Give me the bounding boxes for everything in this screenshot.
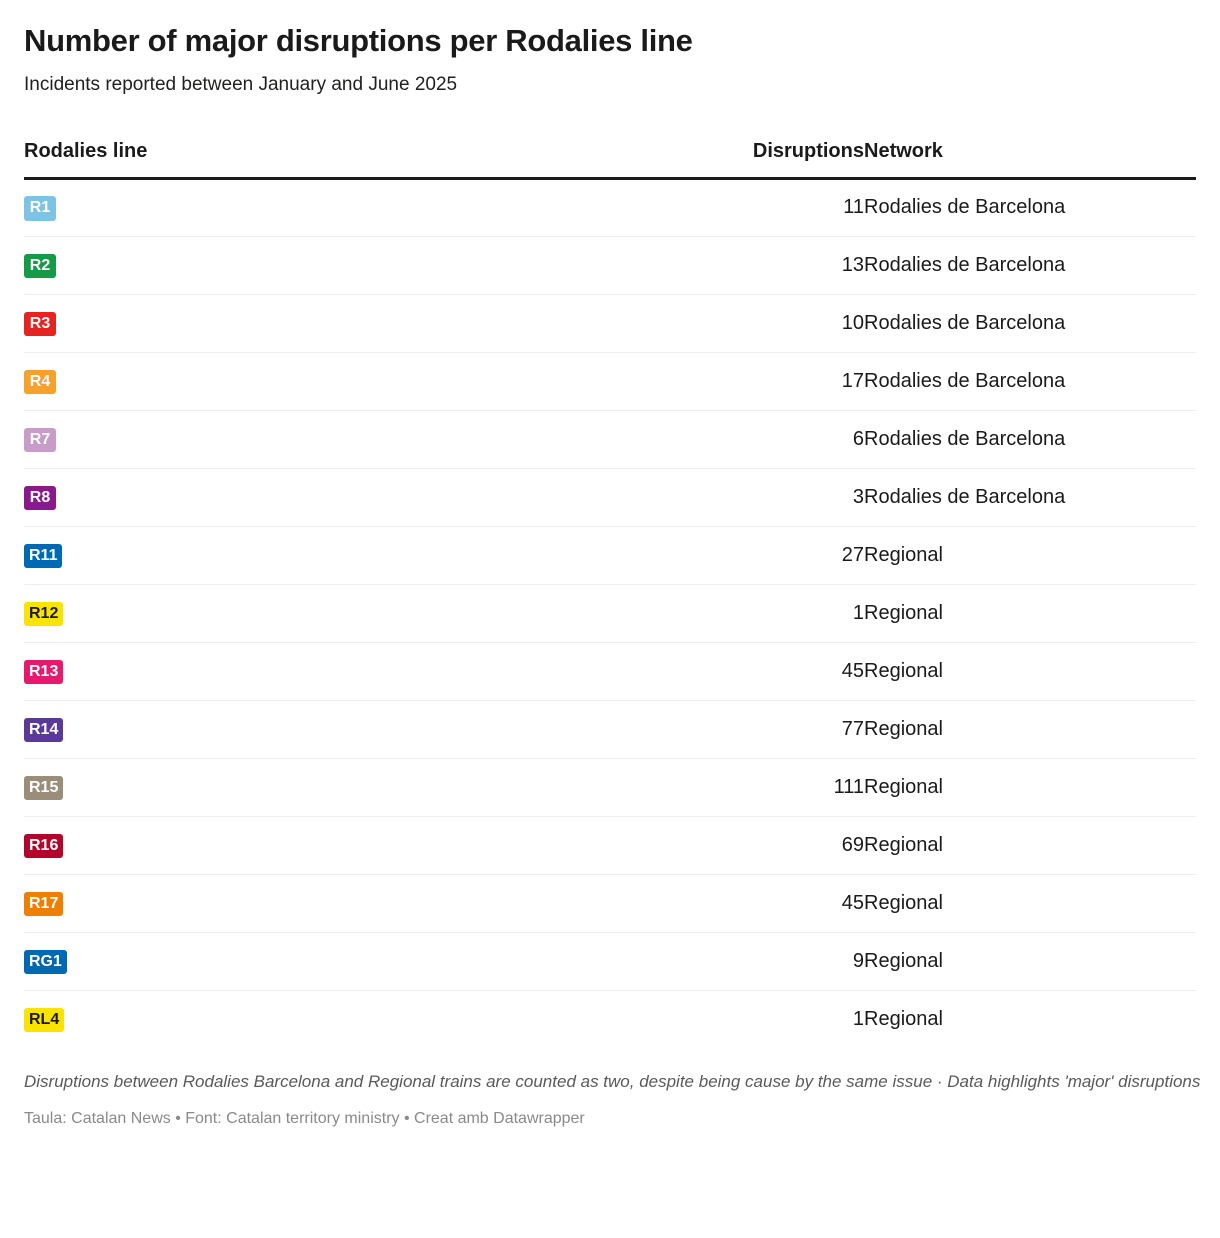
line-badge: R13 [24, 660, 63, 685]
line-badge: R12 [24, 602, 63, 627]
table-row [24, 526, 1196, 584]
cell-network: Regional [864, 642, 1196, 700]
page-title: Number of major disruptions per Rodalies line [24, 23, 693, 58]
table-row [24, 468, 1196, 526]
line-badge: R8 [24, 486, 56, 511]
table-row [24, 816, 1196, 874]
cell-disruptions: 45 [664, 874, 864, 932]
cell-line [24, 236, 664, 294]
cell-network: Regional [864, 584, 1196, 642]
cell-line [24, 584, 664, 642]
line-badge: R11 [24, 544, 62, 569]
line-badge: R7 [24, 428, 56, 453]
line-badge: R4 [24, 370, 56, 395]
cell-line [24, 874, 664, 932]
column-header-network: Network [864, 140, 1196, 179]
page-subtitle: Incidents reported between January and June 2025 [24, 74, 458, 96]
table-row [24, 294, 1196, 352]
line-badge: R17 [24, 892, 63, 917]
cell-network: Regional [864, 758, 1196, 816]
cell-network: Regional [864, 526, 1196, 584]
table-row [24, 758, 1196, 816]
cell-line [24, 758, 664, 816]
cell-disruptions: 1 [852, 1008, 864, 1031]
cell-disruptions: 27 [664, 526, 864, 584]
line-badge: R15 [24, 776, 63, 801]
cell-line [24, 352, 664, 410]
cell-line [24, 410, 664, 468]
column-header-line: Rodalies line [24, 140, 664, 179]
cell-line [24, 526, 664, 584]
cell-line [24, 178, 664, 236]
cell-line [24, 642, 664, 700]
line-badge: RL4 [24, 1008, 64, 1033]
cell-line [24, 816, 664, 874]
table-row [24, 700, 1196, 758]
line-badge: R3 [24, 312, 56, 337]
cell-disruptions: 11 [664, 178, 864, 236]
cell-network: Regional [864, 874, 1196, 932]
table-row [24, 178, 1196, 236]
cell-disruptions: 10 [664, 294, 864, 352]
cell-network: Regional [864, 816, 1196, 874]
table-row [24, 584, 1196, 642]
table-row [24, 990, 1196, 1048]
column-header-disruptions: Disruptions [664, 140, 864, 179]
cell-line [24, 700, 664, 758]
cell-disruptions: 3 [664, 468, 864, 526]
credit-line: Taula: Catalan News • Font: Catalan territory ministry • Creat amb Datawrapper [24, 1110, 585, 1128]
cell-network: Rodalies de Barcelona [864, 294, 1196, 352]
cell-disruptions: 77 [664, 700, 864, 758]
cell-network: Regional [864, 700, 1196, 758]
table-row [24, 352, 1196, 410]
cell-disruptions: 6 [664, 410, 864, 468]
table-row [24, 932, 1196, 990]
cell-line [24, 294, 664, 352]
line-badge: R14 [24, 718, 63, 743]
line-badge: R1 [24, 196, 56, 221]
cell-line [24, 990, 664, 1048]
cell-disruptions: 17 [664, 352, 864, 410]
cell-disruptions: 1 [664, 584, 864, 642]
cell-disruptions: 9 [664, 932, 864, 990]
table-row [24, 874, 1196, 932]
cell-disruptions: 111 [664, 758, 864, 816]
cell-network: Rodalies de Barcelona [864, 352, 1196, 410]
line-badge: R2 [24, 254, 56, 279]
cell-line [24, 932, 664, 990]
cell-disruptions: 45 [664, 642, 864, 700]
table-body [24, 178, 1196, 1048]
cell-network: Rodalies de Barcelona [864, 468, 1196, 526]
cell-network: Rodalies de Barcelona [864, 178, 1196, 236]
table-row [24, 642, 1196, 700]
cell-network: Rodalies de Barcelona [864, 410, 1196, 468]
disruptions-table [24, 140, 1196, 1049]
table-header [24, 140, 1196, 179]
cell-line [24, 468, 664, 526]
cell-network: Regional [864, 932, 1196, 990]
footnote: Disruptions between Rodalies Barcelona and Regional trains are counted as two, despite being cause by the same issue · Data highlights 'major' disruptions [24, 1072, 1201, 1092]
table-header-row [24, 140, 1196, 179]
cell-network: Regional [864, 1008, 943, 1031]
cell-disruptions: 69 [664, 816, 864, 874]
cell-network: Rodalies de Barcelona [864, 236, 1196, 294]
line-badge: RG1 [24, 950, 67, 975]
table-row [24, 236, 1196, 294]
cell-disruptions: 13 [664, 236, 864, 294]
table-row [24, 410, 1196, 468]
line-badge: R16 [24, 834, 63, 859]
